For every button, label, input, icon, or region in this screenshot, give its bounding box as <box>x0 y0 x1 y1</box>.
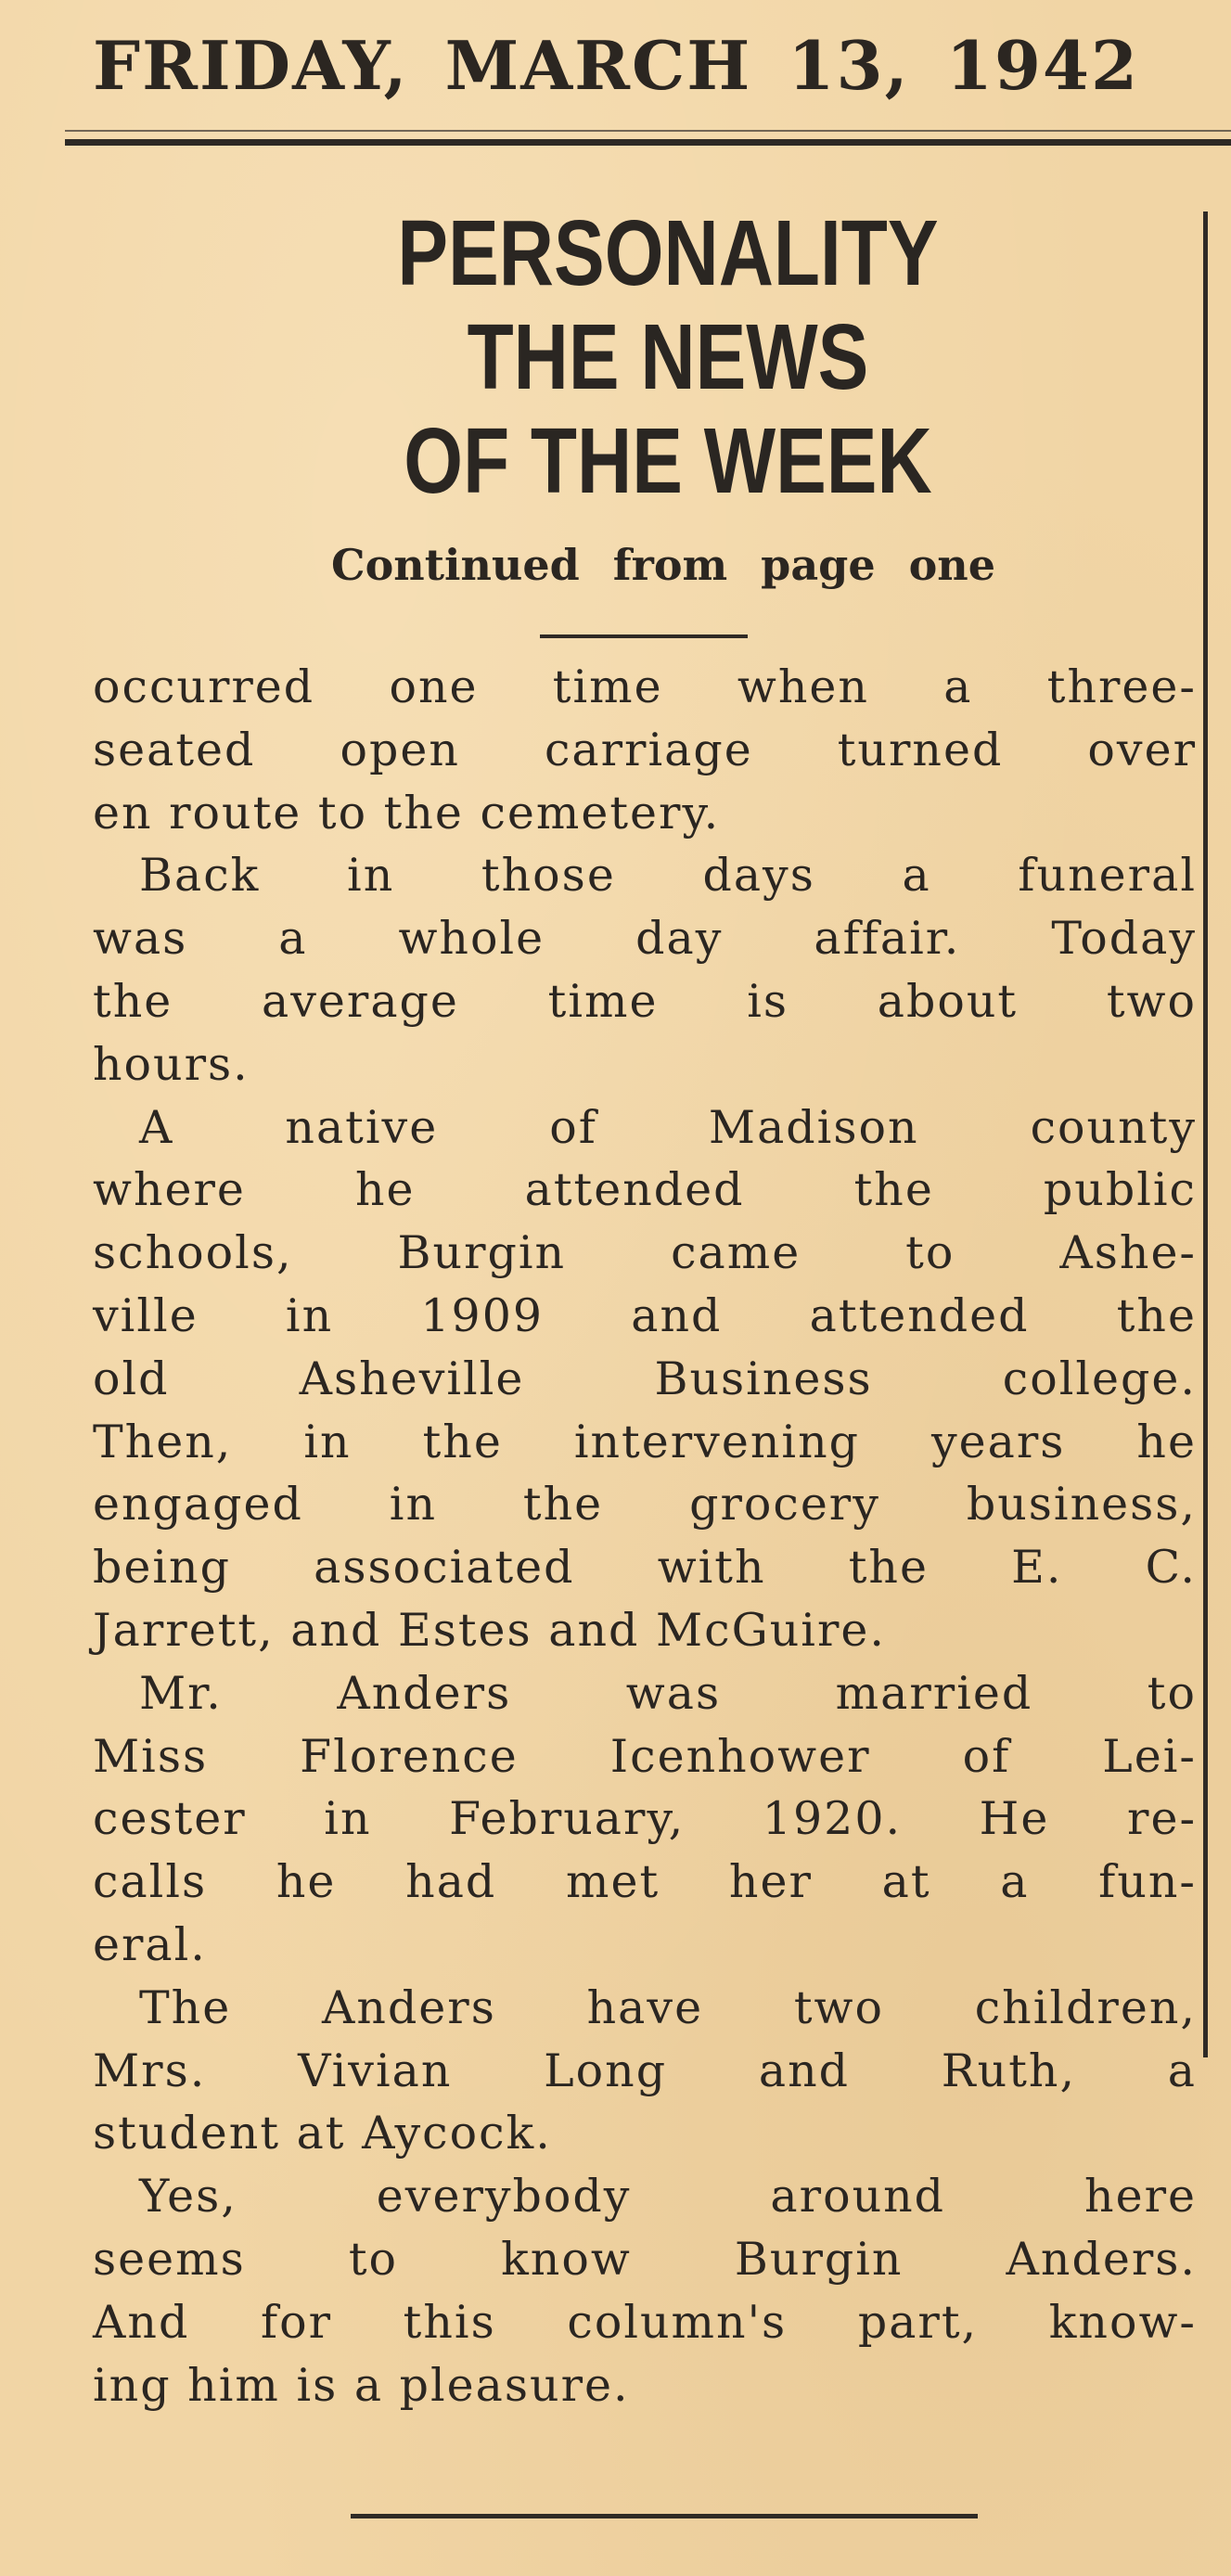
article-line: Miss Florence Icenhower of Lei- <box>93 1729 1197 1783</box>
article-line: And for this column's part, know- <box>93 2295 1197 2349</box>
article-line: en route to the cemetery. <box>93 786 721 839</box>
article-line: ing him is a pleasure. <box>93 2358 630 2412</box>
article-line: schools, Burgin came to Ashe- <box>93 1226 1197 1280</box>
article-line: A native of Madison county <box>139 1100 1197 1154</box>
headline-line-3: OF THE WEEK <box>404 409 932 513</box>
article-line: eral. <box>93 1918 207 1971</box>
masthead-thin-rule <box>65 130 1231 132</box>
dateline: FRIDAY, MARCH 13, 1942 <box>93 26 1140 105</box>
article-line: seems to know Burgin Anders. <box>93 2233 1197 2286</box>
subhead: Continued from page one <box>331 540 995 590</box>
article-line: Mr. Anders was married to <box>139 1666 1197 1720</box>
article-line: was a whole day affair. Today <box>93 912 1197 966</box>
article-line: The Anders have two children, <box>139 1980 1197 2034</box>
article-line: old Asheville Business college. <box>93 1352 1197 1405</box>
article-line: Then, in the intervening years he <box>93 1415 1197 1468</box>
article-line: cester in February, 1920. He re- <box>93 1792 1197 1846</box>
article-line: occurred one time when a three- <box>93 660 1197 713</box>
headline-line-2: THE NEWS <box>467 305 869 409</box>
article-line: engaged in the grocery business, <box>93 1478 1197 1532</box>
article-line: being associated with the E. C. <box>93 1541 1197 1595</box>
article-line: Jarrett, and Estes and McGuire. <box>93 1604 886 1657</box>
article-line: student at Aycock. <box>93 2107 552 2160</box>
article-line: seated open carriage turned over <box>93 723 1197 776</box>
article-line: Back in those days a funeral <box>139 849 1197 903</box>
headline-line-1: PERSONALITY <box>397 201 939 305</box>
article-line: Yes, everybody around here <box>139 2170 1197 2224</box>
article-line: the average time is about two <box>93 975 1197 1028</box>
article-line: calls he had met her at a fun- <box>93 1855 1197 1909</box>
article-line: where he attended the public <box>93 1163 1197 1217</box>
article-line: ville in 1909 and attended the <box>93 1289 1197 1342</box>
article-line: hours. <box>93 1037 250 1091</box>
column-rule <box>1203 211 1208 2057</box>
masthead-rule <box>65 139 1231 146</box>
article-line: Mrs. Vivian Long and Ruth, a <box>93 2044 1197 2097</box>
end-rule <box>351 2514 978 2518</box>
headline-divider <box>540 634 748 638</box>
